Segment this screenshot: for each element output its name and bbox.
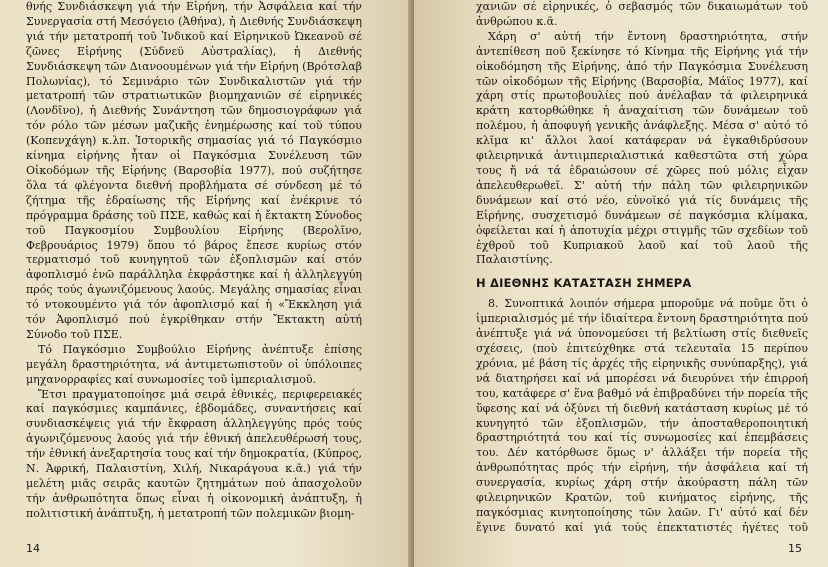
right-paragraph-1: χανιῶν σέ εἰρηνικές, ὁ σεβασμός τῶν δικαιωμάτων τοῦ ἀνθρώπου κ.ᾶ. [476, 0, 808, 28]
section-heading: Η ΔΙΕΘΝΗΣ ΚΑΤΑΣΤΑΣΗ ΣΗΜΕΡΑ [476, 276, 692, 291]
left-paragraph-2: Τό Παγκόσμιο Συμβούλιο Εἰρήνης ἀνέπτυξε ἐπίσης μεγάλη δραστηριότητα, νά ἀντιμετωπιστοῦν οἱ ὑπόλοιπες μηχανορραφίες καί συνωμοσίες τοῦ ἰμπεριαλισμοῦ. [26, 342, 362, 386]
right-paragraph-3: 8. Συνοπτικά λοιπόν σήμερα μποροῦμε νά ποῦμε ὅτι ὁ ἰμπεριαλισμός μέ τήν ἰδιαίτερα ἔντονη δραστηριότητα πού ἀνέπτυξε γιά νά ὑπονομεύσει τή βελτίωση στίς διεθνεῖς σχέσεις, (ποὺ ἐπιτεύχθηκε στά τελευταῖα 15 περίπου χρόνια, μέ βάση τίς ἀρχές τῆς εἰρηνικῆς συνύπαρξης), γιά νά διατηρήσει καί νά μπορέσει νά διευρύνει τήν ἐπιρροή του, κατάφερε σ' ἕνα βαθμό νά ἐπιβραδύνει τήν πορεία τῆς ὕφεσης καί νά ὀξύνει τή διεθνή κατάσταση κυρίως μέ τό κυνηγητό τῶν ἐξοπλισμῶν, τήν ἀποσταθεροποιητική δραστηριότητά του καί τίς συνωμοσίες καί ἐπεμβάσεις του. Δέν κατόρθωσε ὅμως ν' ἀλλάξει τήν πορεία τῆς ἀνθρωπότητας πρός τήν εἰρήνη, τήν ἀσφάλεια καί τή συνεργασία, κυρίως χάρη στήν ἀκούραστη πάλη τῶν φιλειρηνικῶν Κρατῶν, τοῦ κινήματος εἰρήνης, τῆς παγκόσμιας κινητοποίησης τῶν λαῶν. Γι' αὐτό καί δέν ἔγινε δυνατό καί γιά τούς ἐπεκτατιστές ἡγέτες τοῦ [476, 297, 808, 533]
right-paragraph-2: Χάρη σ' αὐτή τήν ἔντονη δραστηριότητα, στήν ἀντεπίθεση ποῦ ξεκίνησε τό Κίνημα τῆς Εἰρήνης γιά τήν οἰκοδόμηση τῆς Εἰρήνης, ἀπό τήν Παγκόσμια Συνέλευση τῶν οἰκοδόμων τῆς Εἰρήνης (Βαρσοβία, Μάϊος 1977), καί χάρη στίς πρωτοβουλίες πού ἀνέλαβαν τά φιλειρηνικά κράτη κατορθώθηκε ἡ ἀναχαίτιση τῶν δυνάμεων τοῦ πολέμου, ἡ ἀποφυγή γενικῆς ἀνάφλεξης. Μέσα σ' αὐτό τό κλῖμα κι' ἄλλοι λαοί κατάφεραν νά ἐγκαθιδρύσουν φιλειρηνικά ἀντιιμπεριαλιστικά καθεστῶτα στή χώρα τους ἤ νά τά ἑδραιώσουν σέ χῶρες πού μόλις εἶχαν ἀπελευθερωθεῖ. Σ' αὐτή τήν πάλη τῶν φιλειρηνικῶν δυνάμεων καί στό νέο, εὐνοϊκό γιά τίς δυνάμεις τῆς Εἰρήνης, συσχετισμό δυνάμεων σέ παγκόσμια κλίμακα, ὀφείλεται καί ἡ ἀποτυχία μέχρι στιγμῆς τῶν σχεδίων τοῦ ἐχθροῦ τοῦ Κυπριακοῦ λαοῦ καί τοῦ λαοῦ τῆς Παλαιστίνης. [476, 29, 808, 267]
left-page-number: 14 [26, 542, 40, 555]
left-paragraph-3: Ἔτσι πραγματοποίησε μιά σειρά ἐθνικές, περιφερειακές καί παγκόσμιες καμπάνιες, ἑβδομάδες, συναντήσεις καί συνδιασκέψεις γιά τήν ἔκφραση ἀλληλεγγύης πρός τούς ἀγωνιζόμενους λαούς γιά τήν ἐθνική ἀπελευθέρωσή τους, τήν ἐθνική ἀνεξαρτησία τους καί τήν δημοκρατία, (Κύπρος, Ν. Ἀφρική, Παλαιστίνη, Χιλή, Νικαράγουα κ.ᾶ.) γιά τήν μελέτη μιᾶς σειρᾶς καυτῶν ζητημάτων πού ἀπασχολοῦν τήν ἀνθρωπότητα ὅπως εἶναι ἡ οἰκονομική ἀνάπτυξη, ἡ πολιτιστική ἀνάπτυξη, ἡ μετατροπή τῶν πολεμικῶν βιομη- [26, 387, 362, 520]
right-page-number: 15 [788, 542, 802, 555]
right-text-column [476, 0, 808, 533]
left-paragraph-1: θνής Συνδιάσκεψη γιά τήν Εἰρήνη, τήν Ἀσφάλεια καί τήν Συνεργασία στή Μεσόγειο (Ἀθήνα), ἡ Διεθνής Συνδιάσκεψη γιά τήν μετατροπή τοῦ Ἰνδικοῦ καί Εἰρηνικοῦ Ὠκεανοῦ σέ ζῶνες Εἰρήνης (Σύδνεϋ Αὐστραλίας), ἡ Διεθνής Συνδιάσκεψη τῶν Διανοουμένων γιά τήν Εἰρήνη (Βρότσλαβ Πολωνίας), τό Σεμινάριο τῶν Συνδικαλιστῶν γιά τήν μετατροπή τῶν στρατιωτικῶν βιομηχανιῶν σέ εἰρηνικές (Λονδῖνο), ἡ Διεθνής Συνάντηση τῶν δημοσιογράφων γιά τόν ρόλο τῶν μέσων μαζικῆς ἐνημέρωσης καί τοῦ τύπου (Κοπενχάγη) κ.λπ. Ἱστορικῆς σημασίας γιά τό Παγκόσμιο κίνημα εἰρήνης ἦταν οἱ Παγκόσμια Συνέλευση τῶν Οἰκοδόμων τῆς Εἰρήνης (Βαρσοβία 1977), πού συζήτησε ὅλα τά φλέγοντα διεθνή προβλήματα σέ σύνδεση μέ τό ζήτημα τῆς ἑδραίωσης τῆς Εἰρήνης καί ἐνέκρινε τό πρόγραμμα δράσης τοῦ ΠΣΕ, καθώς καί ἡ ἔκτακτη Σύνοδος τοῦ Παγκοσμίου Συμβουλίου Εἰρήνης (Βερολῖνο, Φεβρουάριος 1979) ὅπου τό βάρος ἔπεσε κυρίως στόν τερματισμό τοῦ κυνηγητοῦ τῶν ἐξοπλισμῶν καί στόν ἀφοπλισμό ἐνῶ παράλληλα ἐκφράστηκε καί ἡ ἀλληλεγγύη πρός τούς ἀγωνιζόμενους λαούς. Μεγάλης σημασίας εἶναι τό ντοκουμέντο γιά τόν ἀφοπλισμό καί ἡ «Ἔκκληση γιά τόν Ἀφοπλισμό πού ἐγκρίθηκαν στήν Ἔκτακτη αὐτή Σύνοδο τοῦ ΠΣΕ. [26, 0, 362, 341]
right-page [414, 0, 828, 567]
left-text-column [26, 0, 362, 533]
